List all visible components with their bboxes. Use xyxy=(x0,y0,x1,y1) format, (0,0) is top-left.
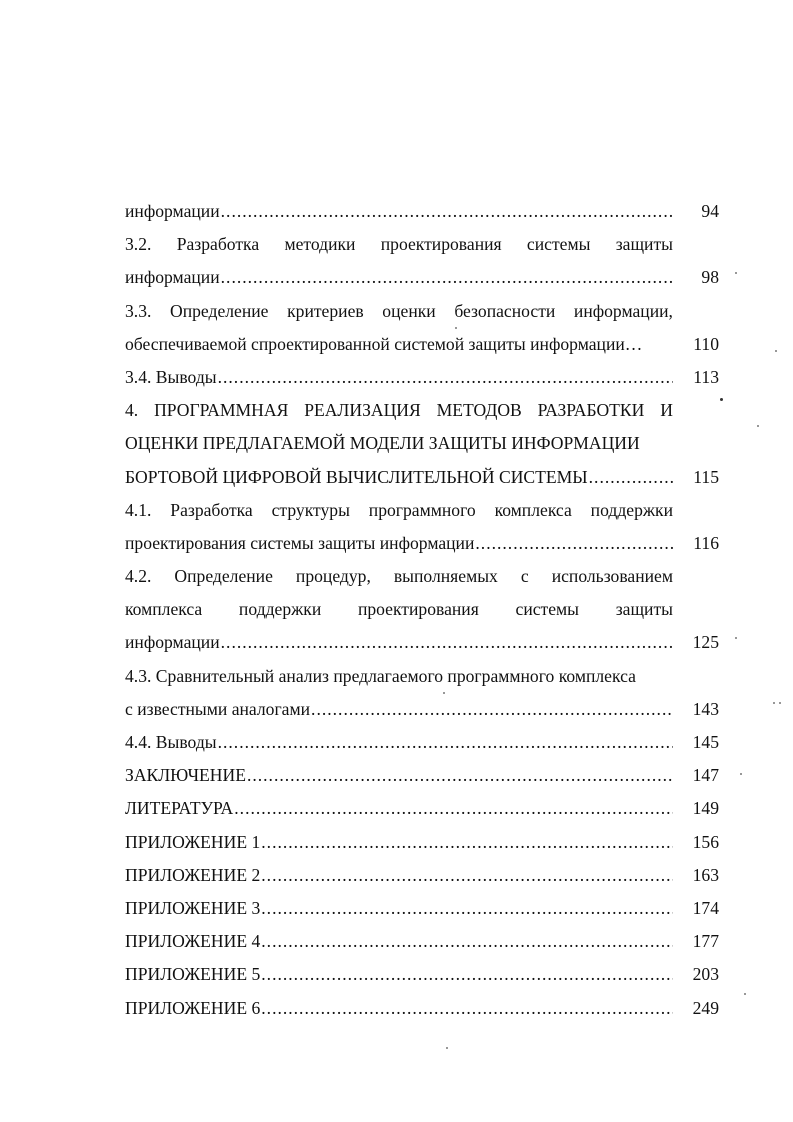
toc-word: процедур, xyxy=(295,566,371,587)
toc-word: проектирования xyxy=(380,234,502,255)
toc-line xyxy=(125,726,719,759)
toc-word: Разработка xyxy=(176,234,260,255)
toc-line xyxy=(125,361,719,394)
scan-speck xyxy=(757,425,759,427)
toc-line xyxy=(125,328,719,361)
toc-entry-title: ПРИЛОЖЕНИЕ 6 xyxy=(125,997,261,1018)
toc-page-number: 147 xyxy=(692,765,719,786)
toc-word: поддержки xyxy=(238,599,322,620)
toc-line xyxy=(125,892,719,925)
toc-line xyxy=(125,925,719,958)
dot-leader xyxy=(220,626,673,659)
toc-line xyxy=(125,527,719,560)
toc-page-number: 177 xyxy=(692,931,719,952)
toc-entry-title: ПРИЛОЖЕНИЕ 1 xyxy=(125,831,261,852)
dot-leader xyxy=(233,792,673,825)
toc-line xyxy=(125,992,719,1025)
toc-word: информации, xyxy=(573,300,673,321)
toc-line xyxy=(125,693,719,726)
toc-word: программного xyxy=(368,499,476,520)
toc-line xyxy=(125,826,719,859)
scan-speck xyxy=(443,692,445,694)
toc-line xyxy=(125,295,673,328)
toc-word: 3.2. xyxy=(125,234,152,255)
toc-line xyxy=(125,461,719,494)
toc-line xyxy=(125,593,673,626)
toc-entry-title: БОРТОВОЙ ЦИФРОВОЙ ВЫЧИСЛИТЕЛЬНОЙ СИСТЕМЫ xyxy=(125,466,588,487)
toc-entry-title: 4.4. Выводы xyxy=(125,732,217,752)
toc-entry-title: информации xyxy=(125,632,220,653)
toc-page-number: 203 xyxy=(692,964,719,985)
toc-page-number: 143 xyxy=(692,698,719,719)
scan-speck xyxy=(744,993,746,995)
toc-line xyxy=(125,759,719,792)
toc-page-number: 163 xyxy=(692,864,719,885)
toc-entry-title: 3.4. Выводы xyxy=(125,366,217,387)
toc-line xyxy=(125,560,673,593)
dot-leader xyxy=(260,992,673,1025)
dot-leader xyxy=(217,361,673,394)
dot-leader xyxy=(588,461,673,494)
dot-leader xyxy=(474,527,673,560)
toc-page-number: 125 xyxy=(692,632,719,653)
toc-word: ПРОГРАММНАЯ xyxy=(154,400,289,421)
toc-line xyxy=(125,228,673,261)
scan-speck xyxy=(455,327,457,329)
toc-page-number: 115 xyxy=(693,466,719,487)
toc-word: системы xyxy=(515,599,580,620)
dot-leader xyxy=(260,859,673,892)
toc-line xyxy=(125,660,719,693)
toc-word: Определение xyxy=(174,566,273,587)
dot-leader xyxy=(260,826,673,859)
scan-speck xyxy=(740,773,742,775)
toc-word: выполняемых xyxy=(393,566,498,587)
toc-word: системы xyxy=(526,234,591,255)
toc-word: Разработка xyxy=(170,499,253,520)
toc-page-number: 249 xyxy=(692,997,719,1018)
scan-speck xyxy=(446,1047,448,1049)
toc-line xyxy=(125,626,719,659)
toc-word: критериев xyxy=(287,300,364,321)
toc-word: защиты xyxy=(615,234,673,255)
toc-entry-title: ПРИЛОЖЕНИЕ 4 xyxy=(125,931,261,952)
toc-line xyxy=(125,859,719,892)
toc-word: с xyxy=(520,566,529,587)
toc-page-number: 110 xyxy=(693,333,719,354)
toc-page-number: 116 xyxy=(693,532,719,553)
toc-word: И xyxy=(660,400,673,421)
toc-word: оценки xyxy=(382,300,436,321)
toc-entry-title: ЛИТЕРАТУРА xyxy=(125,798,234,819)
dot-leader xyxy=(260,925,673,958)
toc-word: 4. xyxy=(125,400,139,421)
toc-entry-title: ОЦЕНКИ ПРЕДЛАГАЕМОЙ МОДЕЛИ ЗАЩИТЫ ИНФОРМАЦИИ xyxy=(125,433,640,454)
toc-entry-title: с известными аналогами xyxy=(125,698,311,719)
toc-word: 4.2. xyxy=(125,566,152,587)
toc-page-number: 113 xyxy=(693,366,719,387)
toc-line xyxy=(125,394,673,427)
toc-word: РЕАЛИЗАЦИЯ xyxy=(304,400,421,421)
toc-word: поддержки xyxy=(590,499,673,520)
scan-speck xyxy=(773,702,775,704)
toc-word: РАЗРАБОТКИ xyxy=(537,400,645,421)
toc-word: проектирования xyxy=(357,599,479,620)
toc-word: 3.3. xyxy=(125,300,152,321)
toc-page-number: 156 xyxy=(692,831,719,852)
toc-page-number: 149 xyxy=(692,798,719,819)
toc-entry-title: ЗАКЛЮЧЕНИЕ xyxy=(125,765,246,786)
toc-word: безопасности xyxy=(454,300,556,321)
toc-word: защиты xyxy=(615,599,673,620)
toc-word: комплекса xyxy=(125,599,203,620)
dot-leader xyxy=(246,759,673,792)
toc-line xyxy=(125,261,719,294)
toc-line xyxy=(125,427,719,460)
dot-leader xyxy=(220,261,673,294)
dot-leader xyxy=(260,958,673,991)
toc-word: методики xyxy=(284,234,356,255)
toc-entry-title: ПРИЛОЖЕНИЕ 3 xyxy=(125,897,261,918)
toc-entry-title: ПРИЛОЖЕНИЕ 5 xyxy=(125,964,261,985)
scan-speck xyxy=(779,702,781,704)
toc-word: Определение xyxy=(170,300,269,321)
toc-entry-title: ПРИЛОЖЕНИЕ 2 xyxy=(125,864,261,885)
toc-word: МЕТОДОВ xyxy=(436,400,522,421)
toc-word: использованием xyxy=(551,566,673,587)
toc-line xyxy=(125,195,719,228)
toc-word: структуры xyxy=(271,499,350,520)
dot-leader xyxy=(260,892,673,925)
dot-leader xyxy=(220,195,673,228)
toc-page-number: 98 xyxy=(701,267,719,288)
toc-line xyxy=(125,494,673,527)
dot-leader xyxy=(310,693,673,726)
toc-entry-title: проектирования системы защиты информации xyxy=(125,532,475,553)
toc-page-number: 174 xyxy=(692,897,719,918)
toc-line xyxy=(125,958,719,991)
scan-speck xyxy=(735,272,737,274)
toc-page-number: 94 xyxy=(701,201,719,221)
toc-word: комплекса xyxy=(494,499,572,520)
toc-entry-title: информации xyxy=(125,201,220,221)
scan-speck xyxy=(775,350,777,352)
toc-page-number: 145 xyxy=(692,732,719,752)
toc-entry-title: обеспечиваемой спроектированной системой защиты информации… xyxy=(125,333,643,354)
dot-leader xyxy=(217,726,673,759)
toc-entry-title: информации xyxy=(125,267,220,288)
toc-entry-title: 4.3. Сравнительный анализ предлагаемого программного комплекса xyxy=(125,665,636,686)
toc-word: 4.1. xyxy=(125,499,152,520)
scan-speck xyxy=(735,637,737,639)
toc-line xyxy=(125,792,719,825)
table-of-contents xyxy=(125,195,719,1025)
scan-speck xyxy=(720,398,723,401)
